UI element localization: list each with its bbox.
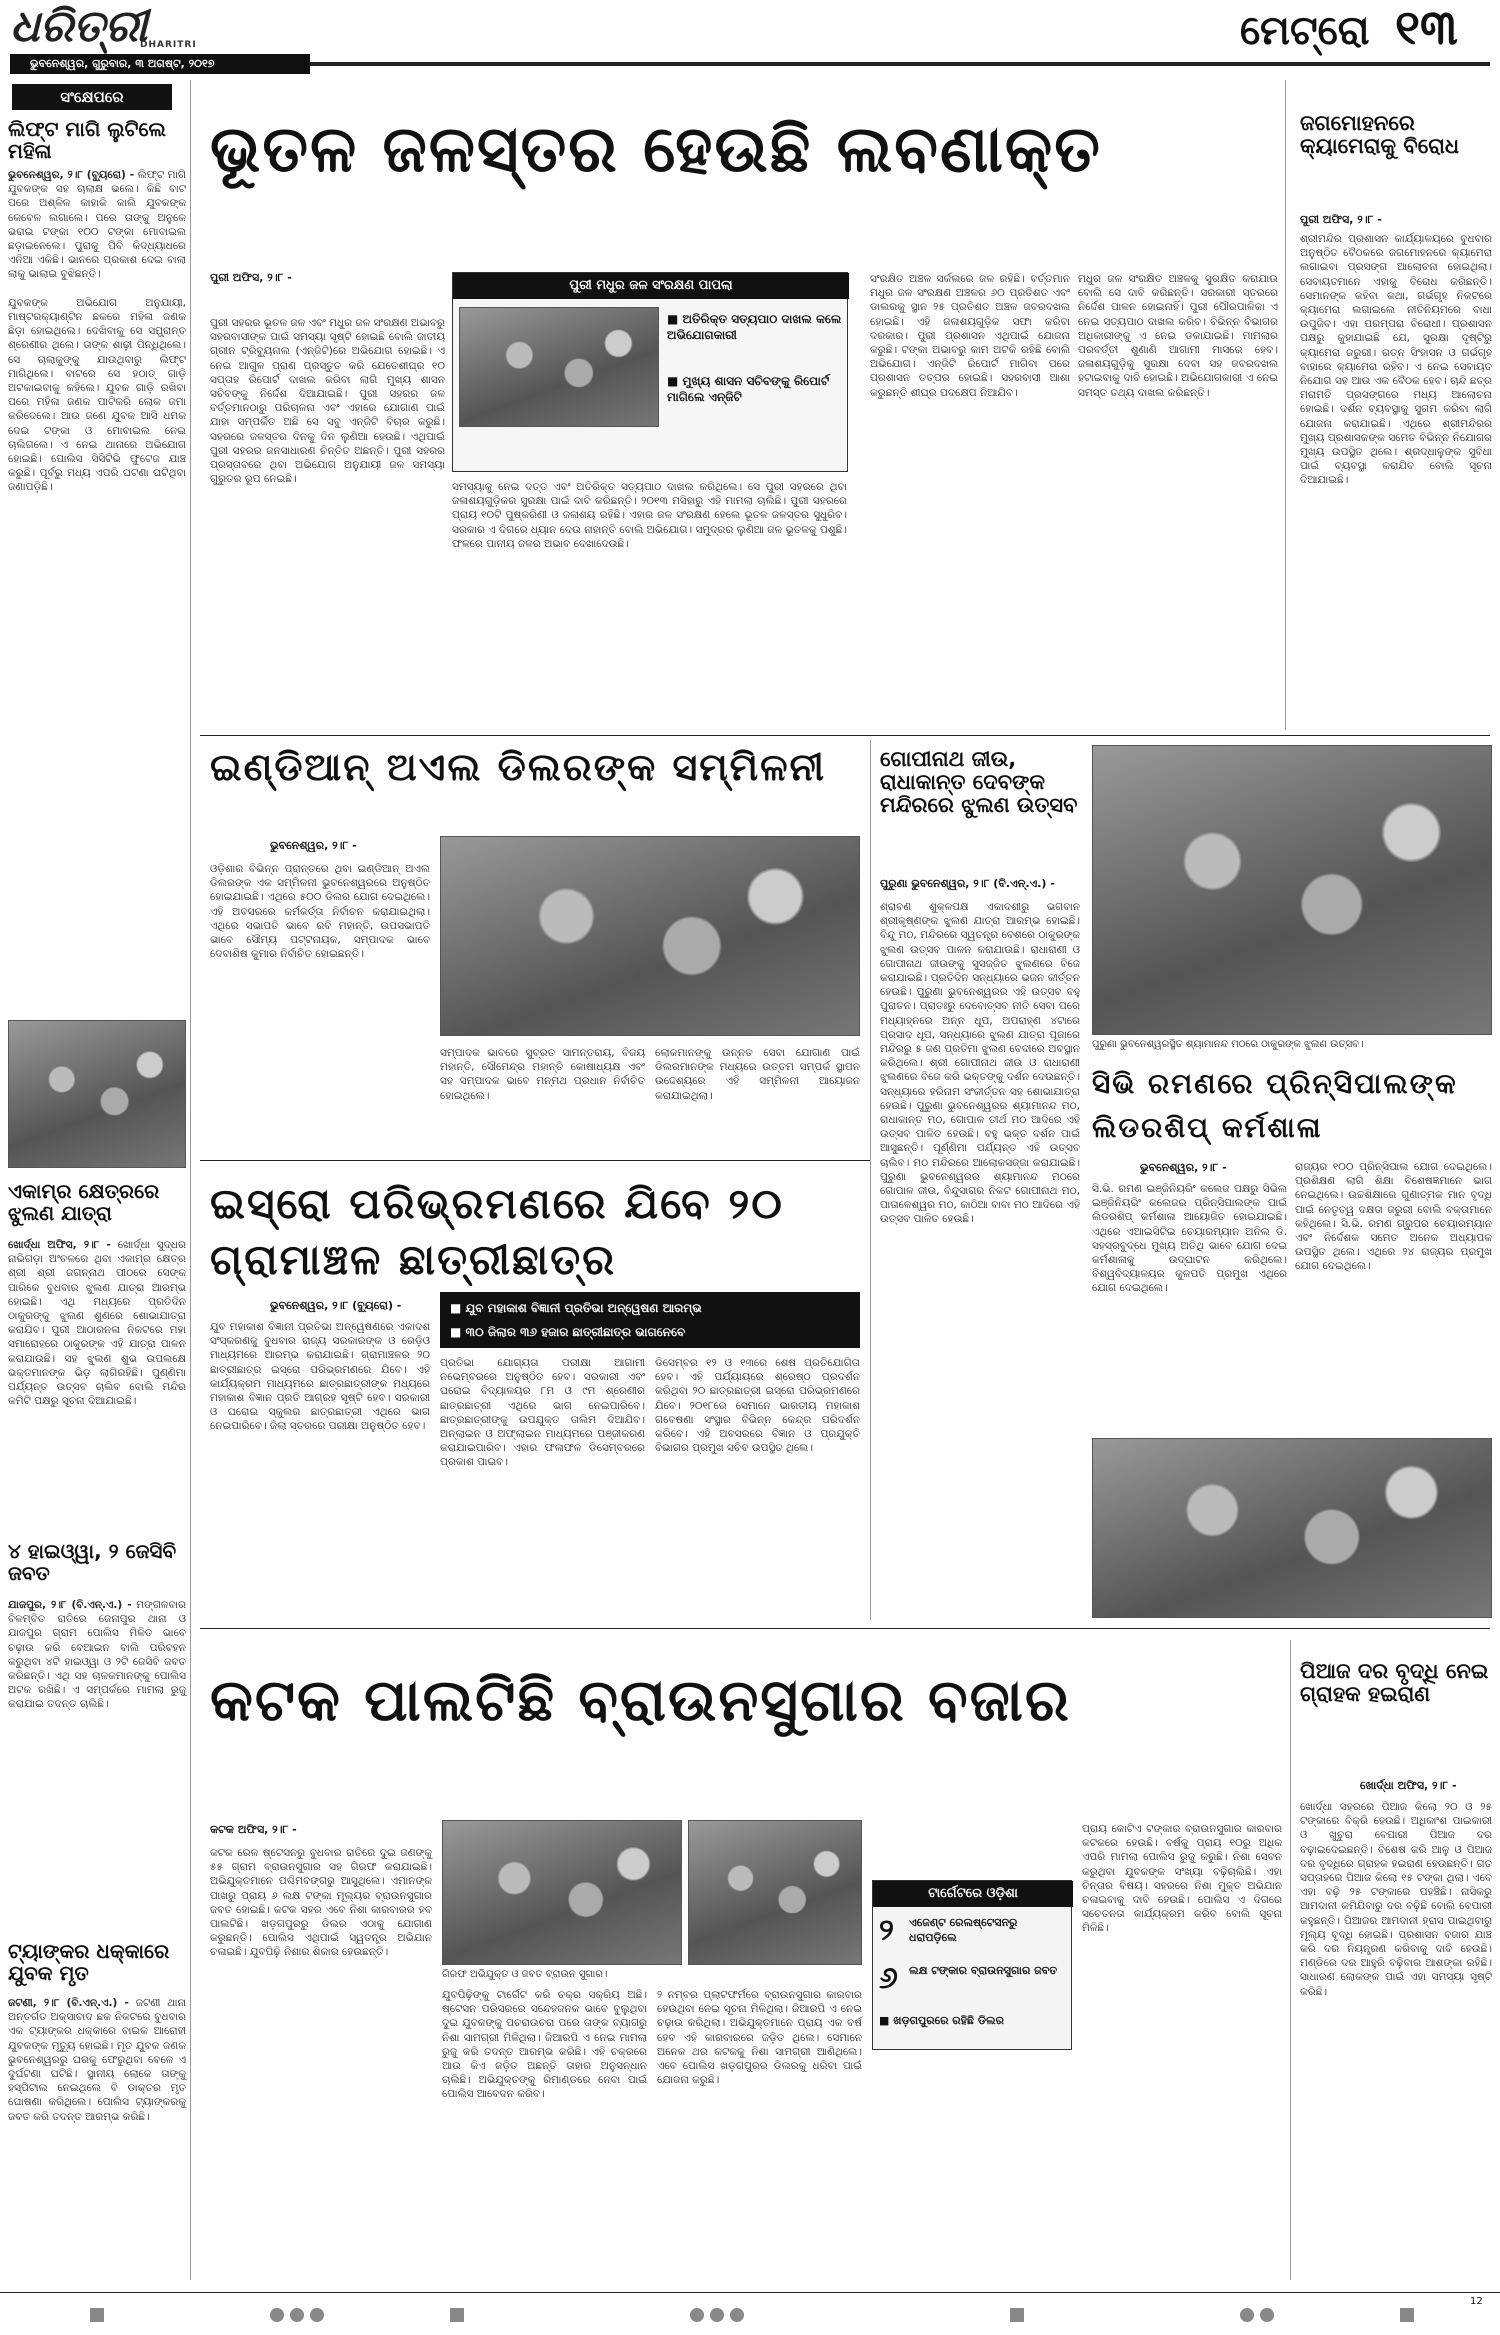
story1-col1: ପୁରୀ ସହରର ଭୂତଳ ଜଳ ଏବଂ ମଧୁର ଜଳ ସଂରକ୍ଷଣ ଅଭାବରୁ ସହରବାସୀଙ୍କ ପାଇଁ ସମସ୍ୟା ସୃଷ୍ଟି ହୋଇଛି ବୋଲି ଜାତୀୟ ଗ୍ରୀନ ଟ୍ରିବ୍ୟୁନାଲ (ଏନ୍‌ଜିଟି)ରେ ଅଭିଯୋଗ ହୋଇଛି। ଏ ନେଇ ଆଗୁଳ ପ୍ରାଣ ପ୍ରସ୍ତୁତ କରି ଯେତେଶୀଘ୍ର ୧୦ ସପ୍ତାହ ରିପୋର୍ଟ ଦାଖଲ କରିବା ଲାଗି ମୁଖ୍ୟ ଶାସନ ସଚିବଙ୍କୁ ନିର୍ଦ୍ଦେଶ ଦିଆଯାଇଛି। ପୁରୀ ସହରର ଜଳ ବର୍ତ୍ତମାନଠାରୁ ପରିଚାଳନା ଏବଂ ଏହାରେ ଯୋଗାଣ ପାଇଁ ଯାହା ସମ୍ପର୍କିତ ଅଛି ସେ ସବୁ ଏନ୍‌ଜିଟି ବିଚାର କରୁଛି। ସହରରେ ଜଳସ୍ତର ଦିନକୁ ଦିନ ଲୁଣିଆ ହେଉଛି। ଏଥିପାଇଁ ପୁରୀ ସହରର ଜନସାଧାରଣ ଚିନ୍ତିତ ଅଛନ୍ତି। ପୁରୀ ସହରର ପ୍ରସ୍ତାବରେ ଥିବା ଅଭିଯୋଗ ଅନୁଯାୟୀ ଜଳ ସମସ୍ୟା ଗୁରୁତର ରୂପ ନେଇଛି। (210, 317, 449, 486)
story6-col1: ଯୁବ ମହାକାଶ ବିଜ୍ଞାନୀ ପ୍ରତିଭା ଅନ୍ୱେଷଣରେ ଏକାଦଶ ସଂସ୍କରଣକୁ ବୁଧବାର ରାଜ୍ୟ ସରକାରଙ୍କ ଓ ରେଡ଼ିଓ ମାଧ୍ୟମରେ ଆରମ୍ଭ କରାଯାଇଛି। ଗ୍ରାମାଞ୍ଚଳର ୨୦ ଛାତ୍ରୀଛାତ୍ର ଇସ୍ରୋ ପରିଭ୍ରମଣରେ ଯିବେ। ଏହି କାର୍ଯ୍ୟକ୍ରମ ମାଧ୍ୟମରେ ଛାତ୍ରଛାତ୍ରୀଙ୍କ ମଧ୍ୟରେ ମହାକାଶ ବିଜ୍ଞାନ ପ୍ରତି ଆଗ୍ରହ ସୃଷ୍ଟି ହେବ। ସରକାରୀ ଓ ଘରୋଇ ସ୍କୁଲର ଛାତ୍ରଛାତ୍ରୀ ଏଥିରେ ଭାଗ ନେଇପାରିବେ। ଜିଲା ସ୍ତରରେ ପରୀକ୍ଷା ଅନୁଷ୍ଠିତ ହେବ। (210, 1321, 434, 1433)
footer-reg-mark-10 (1240, 2308, 1254, 2322)
story5-headline: ସିଭି ରମଣରେ ପ୍ରିନ୍ସିପାଲଙ୍କ ଲିଡରଶିପ୍ କର୍ମଶାଳା (1092, 1067, 1458, 1144)
story4-byline: ପୁରୁଣା ଭୁବନେଶ୍ୱର, ୨।୮ (ବି.ଏନ୍.ଏ.) - (880, 877, 1055, 890)
story7-col4: ପ୍ରାୟ କୋଟିଏ ଟଙ୍କାର ବ୍ରାଉନସୁଗାର କାରବାର କଟକରେ ହେଉଛି। ବର୍ଷକୁ ପ୍ରାୟ ୧୦ରୁ ଅଧିକ ଏପରି ମାମଲା ପୋଲିସ ରୁଜୁ କରୁଛି। ନିଶା ସେବନ କରୁଥିବା ଯୁବକଙ୍କ ସଂଖ୍ୟା ବଢ଼ିଚାଲିଛି। ଏହା ଚିନ୍ତାର ବିଷୟ। ସହରରେ ନିଶା ମୁକ୍ତ ଅଭିଯାନ ଚଳାଇବାକୁ ଦାବି ହେଉଛି। ପୋଲିସ ଏ ଦିଗରେ ସଚେତନତା କାର୍ଯ୍ୟକ୍ରମ କରିବ ବୋଲି ସୂଚନା ମିଳିଛି। (1082, 1823, 1286, 1935)
footer-rule (0, 2292, 1500, 2293)
infographic-bullet1-text: ଅତିରିକ୍ତ ସତ୍ୟପାଠ ଦାଖଲ କଲେ ଅଭିଯୋଗକାରୀ (667, 312, 842, 342)
story7-col2: ଯୁବପିଢ଼ିଙ୍କୁ ଟାର୍ଗେଟ କରି ଚକ୍ର ସକ୍ରିୟ ଅଛି। ଷ୍ଟେସନ ପରିସରରେ ସନ୍ଦେହଜନକ ଭାବେ ବୁଲୁଥିବା ଦୁଇ ଯୁବକଙ୍କୁ ପଚରାଉଚରା ପରେ ତାଙ୍କ ବ୍ୟାଗରୁ ନିଶା ସାମଗ୍ରୀ ମିଳିଥିଲା। ଜିଆରପି ଏ ନେଇ ମାମଲା ରୁଜୁ କରି ତଦନ୍ତ ଆରମ୍ଭ କରିଛି। ଏହି ଚକ୍ରରେ ଆଉ କିଏ ଜଡ଼ିତ ଅଛନ୍ତି ତାହାର ଅନୁସନ୍ଧାନ ଚାଲିଛି। ଅଭିଯୁକ୍ତଙ୍କୁ ରିମାଣ୍ଡରେ ନେବା ପାଇଁ ପୋଲିସ ଆବେଦନ କରିବ। (442, 1989, 651, 2101)
story3-headline: ଇଣ୍ଡିଆନ୍ ଅଏଲ ଡିଲରଙ୍କ ସମ୍ମିଳନୀ (210, 745, 827, 789)
factbox-text1: ଏଜେଣ୍ଟ ରେଲଷ୍ଟେସନରୁ ଧରାପଡ଼ିଲେ (909, 1916, 1018, 1944)
footer-reg-mark-4 (310, 2308, 324, 2322)
left-col-divider (190, 80, 191, 2280)
story6-highlight-box (440, 1292, 860, 1348)
brief1-body (8, 168, 186, 1016)
story1-headline: ଭୂତଳ ଜଳସ୍ତର ହେଉଛି ଲବଣାକ୍ତ (210, 113, 1102, 187)
story4-body: ଶ୍ରାବଣ ଶୁକ୍ଳପକ୍ଷ ଏକାଦଶୀରୁ ଭଗବାନ ଶ୍ରୀକୃଷ୍ଣଙ୍କ ଝୁଲଣ ଯାତ୍ରା ଆରମ୍ଭ ହୋଇଛି। ବିନ୍ଦୁ ମଠ, ମନ୍ଦିରରେ ସ୍ୱତନ୍ତ୍ର ବେଶରେ ଠାକୁରଙ୍କ ଝୁଲଣ ଉତ୍ସବ ପାଳନ କରାଯାଉଛି। ରାଧାରାଣୀ ଓ ଗୋପୀନାଥ ଜୀଉଙ୍କୁ ସୁସଜ୍ଜିତ ଝୁଲଣରେ ବିଜେ କରାଯାଇଛି। ପ୍ରତିଦିନ ସନ୍ଧ୍ୟାରେ ଭଜନ କୀର୍ତ୍ତନ ହେଉଛି। ପୁରୁଣା ଭୁବନେଶ୍ୱରର ଏହି ଉତ୍ସବ ବହୁ ପୁରାତନ। ପ୍ରାତଃରୁ ଦେବୋତ୍ସବ ନୀତି ସେବା ପରେ ମଧ୍ୟାହ୍ନରେ ଅନ୍ନ ଧୂପ, ଅପରାହ୍ଣ ୪ଟାରେ ପ୍ରସାଦ ଧୂପ, ସନ୍ଧ୍ୟାରେ ଝୁଲଣ ଯାତ୍ରା ପୂଜାରେ ମନ୍ଦିରରୁ ୫ ଜଣ ପ୍ରତିମା ଝୁଲଣ ବେଦୀରେ ଅବସ୍ଥାନ କରିଥିଲେ। ଶ୍ରୀ ଗୋପୀନାଥ ଜୀଉ ଓ ରାଧାରାଣୀ ଝୁଲଣରେ ବିଜେ କରି ଭକ୍ତଙ୍କୁ ଦର୍ଶନ ଦେଉଛନ୍ତି। ସନ୍ଧ୍ୟାରେ ହରିନାମ ସଂକୀର୍ତ୍ତନ ସହ ଶୋଭାଯାତ୍ରା ହେଉଛି। ପୁରୁଣା ଭୁବନେଶ୍ୱରର ଶ୍ୟାମାନନ୍ଦ ମଠ, ରାଧାକାନ୍ତ ମଠ, ଗୋପାଳ ତୀର୍ଥ ମଠ ଆଦିରେ ଏହି ଉତ୍ସବ ପାଳିତ ହେଉଛି। ବହୁ ଭକ୍ତ ଦର୍ଶନ ପାଇଁ ଆସୁଛନ୍ତି। ପୂର୍ଣ୍ଣିମା ପର୍ଯ୍ୟନ୍ତ ଏହି ଉତ୍ସବ ଚାଲିବ। ମଠ ମନ୍ଦିରରେ ଆଲୋକସଜ୍ଜା କରାଯାଇଛି। ପୁରୁଣା ଭୁବନେଶ୍ୱରର ଶ୍ୟାମାନନ୍ଦ ମଠରେ ଗୋପାଳ ଜୀଉ, ବିନ୍ଦୁସାଗର ନିକଟ ଗୋପୀନାଥ ମଠ, ପାତାଳେଶ୍ୱର ମଠ, କାଠିଆ ବାବା ମଠ ଆଦିରେ ଏହି ଉତ୍ସବ ପାଳିତ ହେଉଛି। (880, 901, 1084, 1226)
page-number: ୧୩ (1395, 0, 1458, 56)
infographic-bullet2: ■ ମୁଖ୍ୟ ଶାସନ ସଚିବଙ୍କୁ ରିପୋର୍ଟ ମାଗିଲେ ଏନ୍‌ଜିଟି (667, 374, 830, 404)
story6-byline: ଭୁବନେଶ୍ୱର, ୨।୮ (ବ୍ୟୁରୋ) - (270, 1299, 402, 1312)
factbox-text3-value: ଖଡ଼ଗପୁରରେ ରହିଛି ଡିଲର (893, 2014, 1004, 2027)
footer-reg-mark-9 (1010, 2308, 1024, 2322)
story7-headline: କଟକ ପାଲଟିଛି ବ୍ରାଉନସୁଗାର ବଜାର (210, 1666, 1071, 1734)
story1-col2: ସମସ୍ୟାକୁ ନେଇ ଦତ୍ତ ଏବଂ ଅତିରିକ୍ତ ସତ୍ୟପାଠ ଦାଖଲ କରିଥିଲେ। ସେ ପୁରୀ ସହରରେ ଥିବା ଜଳାଶୟଗୁଡ଼ିକର ସୁରକ୍ଷା ପାଇଁ ଦାବି କରିଛନ୍ତି। ୨୦୧୩ ମସିହାରୁ ଏହି ମାମଲା ଚାଲିଛି। ପୁରୀ ସହରରେ ପ୍ରାୟ ୧୦ଟି ପୁଷ୍କରିଣୀ ଓ ଜଳାଶୟ ରହିଛି। ଏହାର ଜଳ ସଂରକ୍ଷଣ ହେଲେ ଭୂତଳ ଜଳସ୍ତର ସୁଧୁରିବ। ସରକାର ଏ ଦିଗରେ ଧ୍ୟାନ ଦେଉ ନାହାନ୍ତି ବୋଲି ଅଭିଯୋଗ। ସମୁଦ୍ରର ଲୁଣିଆ ଜଳ ଭୂତଳକୁ ପଶୁଛି। ଫଳରେ ପାନୀୟ ଜଳର ଅଭାବ ଦେଖାଦେଉଛି। (452, 481, 851, 550)
story3-byline: ଭୁବନେଶ୍ୱର, ୨।୮ - (270, 839, 357, 852)
story6-highlight2: ■ ୩୦ ଜିଲାର ୩୬ ହଜାର ଛାତ୍ରୀଛାତ୍ର ଭାଗନେବେ (450, 1325, 686, 1339)
footer-reg-mark-6 (690, 2308, 704, 2322)
brief4-text: ଜଟଣୀ ଥାନା ଅନ୍ତର୍ଗତ ଅକ୍ସାବାଦ ଛକ ନିକଟରେ ବୁଧବାର ଏକ ଟ୍ୟାଙ୍କର ଧକ୍କାରେ ବାଇକ ଆରୋହୀ ଯୁବକଙ୍କ ମୃତ୍ୟୁ ହୋଇଛି। ମୃତ ଯୁବକ ଜଣକ ଭୁବନେଶ୍ୱରରୁ ଘରକୁ ଫେରୁଥିବା ବେଳେ ଏ ଦୁର୍ଘଟଣା ଘଟିଛି। ସ୍ଥାନୀୟ ଲୋକେ ତାଙ୍କୁ ହସ୍ପିଟାଲ ନେଇଥିଲେ ବି ଡାକ୍ତର ମୃତ ଘୋଷଣା କରିଥିଲେ। ପୋଲିସ ଟ୍ୟାଙ୍କରକୁ ଜବତ କରି ତଦନ୍ତ ଆରମ୍ଭ କରିଛି। (8, 1997, 190, 2123)
story1-infographic (452, 272, 848, 472)
story6-col3: ଡିସେମ୍ବର ୧୨ ଓ ୧୩ରେ ଶେଷ ପ୍ରତିଯୋଗିତା ହେବ। ଏହି ପର୍ଯ୍ୟାୟରେ ଶ୍ରେଷ୍ଠ ପ୍ରଦର୍ଶନ କରିଥିବା ୨୦ ଛାତ୍ରଛାତ୍ରୀ ଇସ୍ରୋ ପରିଭ୍ରମଣରେ ଯିବେ। ୨୦୧୮ରେ ସେମାନେ ଭାରତୀୟ ମହାକାଶ ଗବେଷଣା ସଂସ୍ଥାର ବିଭିନ୍ନ କେନ୍ଦ୍ର ପରିଦର୍ଶନ କରିବେ। ଏହି ଅବସରରେ ବିଜ୍ଞାନ ଓ ପ୍ରଯୁକ୍ତି ବିଭାଗର ପ୍ରମୁଖ ସଚିବ ଉପସ୍ଥିତ ଥିଲେ। (655, 1357, 864, 1455)
story1-col3: ସଂରକ୍ଷିତ ଅଞ୍ଚଳ ସର୍କଲରେ ଜଳ ରହିଛି। ବର୍ତ୍ତମାନ ମଧୁର ଜଳ ସଂରକ୍ଷଣ ଅଞ୍ଚଳର ୬୦ ପ୍ରତିଶତ ଏବଂ ଡାଲରକୁ ସ୍ଥାନ ୨୫ ପ୍ରତିଶତ ଅଞ୍ଚଳ ଜବରଦଖଲ ହୋଇଛି। ଏହି ଜଳାଶୟଗୁଡ଼ିକ ସଫା କରିବା ଦରକାର। ପୁରୀ ପ୍ରଶାସନ ଏଥିପାଇଁ ଯୋଜନା କରୁଛି। ଟଙ୍କା ଅଭାବରୁ କାମ ଅଟକି ରହିଛି ବୋଲି ଅଭିଯୋଗ। ଏନ୍‌ଜିଟି ରିପୋର୍ଟ ମାଗିବା ପରେ ପ୍ରଶାସନ ତତ୍ପର ହୋଇଛି। ସହରବାସୀ ଆଶା କରୁଛନ୍ତି ଶୀଘ୍ର ପଦକ୍ଷେପ ନିଆଯିବ। (870, 273, 1074, 399)
infographic-title: ପୁରୀ ମଧୁର ଜଳ ସଂରକ୍ଷଣ ପାପଲା (453, 273, 849, 299)
story7-right-divider (1290, 1640, 1291, 2280)
story2-headline: ଜଗମୋହନରେ କ୍ୟାମେରାକୁ ବିରୋଧ (1300, 111, 1460, 159)
story7-byline: କଟକ ଅଫିସ, ୨।୮ - (210, 1823, 297, 1836)
factbox-title: ଟାର୍ଗେଟରେ ଓଡ଼ିଶା (873, 1881, 1073, 1907)
factbox-text3: ■ ଖଡ଼ଗପୁରରେ ରହିଛି ଡିଲର (879, 2014, 1004, 2027)
story5-byline: ଭୁବନେଶ୍ୱର, ୨।୮ - (1140, 1161, 1227, 1174)
brief4-body (8, 1996, 190, 2276)
footer-reg-mark-8 (730, 2308, 744, 2322)
footer-reg-mark-7 (710, 2308, 724, 2322)
story6-col2: ପ୍ରତିଭା ଯୋଗ୍ୟତା ପରୀକ୍ଷା ଆଗାମୀ ନଭେମ୍ବରରେ ଅନୁଷ୍ଠିତ ହେବ। ସରକାରୀ ଏବଂ ଘରୋଇ ବିଦ୍ୟାଳୟର ୮ମ ଓ ୯ମ ଶ୍ରେଣୀର ଛାତ୍ରଛାତ୍ରୀ ଏଥିରେ ଭାଗ ନେଇପାରିବେ। ଛାତ୍ରଛାତ୍ରୀଙ୍କୁ ଉପଯୁକ୍ତ ତାଲିମ ଦିଆଯିବ। ଅନ୍‌ଲାଇନ ଓ ଅଫ୍‌ଲାଇନ ମାଧ୍ୟମରେ ପଞ୍ଜୀକରଣ କରାଯାଇପାରିବ। ଏହାର ଫଳାଫଳ ଡିସେମ୍ବରରେ ପ୍ରକାଶ ପାଇବ। (440, 1357, 649, 1469)
story6-headline: ଇସ୍ରୋ ପରିଭ୍ରମଣରେ ଯିବେ ୨୦ ଗ୍ରାମାଞ୍ଚଳ ଛାତ୍ରୀଛାତ୍ର (210, 1179, 784, 1284)
brief2-text: ଖୋର୍ଦ୍ଧା ସୁଦ୍ଧର ନାଭିଗଡ଼ା ଅଂଚଳରେ ଥିବା ଏକାମ୍ର କ୍ଷେତ୍ର ଶ୍ରୀ ଶ୍ରୀ ଜଗନ୍ନାଥ ପୀଠରେ ସେଙ୍କ ପାରିକେ ବୁଧବାର ଝୁଲଣ ଯାତ୍ରା ଆରମ୍ଭ ହୋଇଛି। ଏଥି ମଧ୍ୟରେ ପ୍ରତିଦିନ ଠାକୁରଙ୍କୁ ଝୁଲଣ ଶୁଣରେ ଶୋଭାଯାତ୍ରା କରାଯିବ। ପୁରୀ ଆଠାରନଳା ନିକଟରେ ମହା ସମାରୋହରେ ଠାକୁରଙ୍କ ଏହି ଯାତ୍ରା ପାଳନ କରାଯାଉଛି। ସହ ଝୁଲଣ ଶୁଭ ଉପଲକ୍ଷେ ଭକ୍ତମାନଙ୍କ ଭିଡ଼ ଲାଗିରହିଛି। ପୁଣ୍ଣିମା ପର୍ଯ୍ୟନ୍ତ ଉତ୍ସବ ଚାଲିବ ବୋଲି ମନ୍ଦିର କମିଟି ପକ୍ଷରୁ ସୂଚନା ଦିଆଯାଇଛି। (8, 1239, 190, 1408)
section-name: ମେଟ୍ରୋ (1240, 8, 1370, 54)
rule-mid3 (200, 1628, 1490, 1629)
story5-photo (1092, 1438, 1492, 1618)
footer-reg-mark-3 (290, 2308, 304, 2322)
story3-col3: ଲୋକମାନଙ୍କୁ ଉନ୍ନତ ସେବା ଯୋଗାଣ ପାଇଁ ଡିଲରମାନଙ୍କ ମଧ୍ୟରେ ଉତ୍ତମ ସମ୍ପର୍କ ସ୍ଥାପନ ଉଦ୍ଦେଶ୍ୟରେ ଏହି ସମ୍ମିଳନୀ ଆୟୋଜନ କରାଯାଇଥିଲା। (655, 1047, 864, 1102)
rule-mid1 (200, 735, 1490, 736)
footer-reg-mark-2 (270, 2308, 284, 2322)
footer-reg-mark-5 (450, 2308, 464, 2322)
story1-right-divider (1285, 80, 1286, 730)
brief3-text: ମଙ୍ଗଳବାର ବିଳମ୍ବିତ ରାତିରେ ଜେନାପୁର ଥାନା ଓ ଯାଜପୁର ଗ୍ରାମ ପୋଲିସ ମିଳିତ ଭାବେ ଚଢ଼ାଉ କରି ବେଆଇନ ବାଲି ପରିବହନ କରୁଥିବା ୪ଟି ହାଇଓ୍ୱା ଓ ୨ଟି ଜେସିବି ଜବତ କରିଛନ୍ତି। ଏଥି ସହ ଚାଳକମାନଙ୍କୁ ପୋଲିସ ଅଟକ ରଖିଛି। ଏ ସମ୍ପର୍କରେ ମାମଲା ରୁଜୁ କରାଯାଇ ତଦନ୍ତ ଚାଲିଛି। (8, 1599, 190, 1711)
infographic-bullet2-text: ମୁଖ୍ୟ ଶାସନ ସଚିବଙ୍କୁ ରିପୋର୍ଟ ମାଗିଲେ ଏନ୍‌ଜିଟି (667, 374, 830, 404)
factbox-num1: ୨ (879, 1913, 894, 1948)
story2-body: ଶ୍ରୀମନ୍ଦିର ପ୍ରଶାସନ କାର୍ଯ୍ୟାଳୟରେ ବୁଧବାର ଅନୁଷ୍ଠିତ ବୈଠକରେ ଜଗମୋହନରେ କ୍ୟାମେରା ଲଗାଇବା ପ୍ରସଙ୍ଗ ଆଲୋଚନା ହୋଇଥିଲା। ସେବାୟତମାନେ ଏହାକୁ ବିରୋଧ କରିଛନ୍ତି। ସେମାନଙ୍କ କହିବା କଥା, ଗର୍ଭଗୃହ ନିକଟରେ କ୍ୟାମେରା ଲଗାଇଲେ ନୀତିନିୟମରେ ବାଧା ଉପୁଜିବ। ଏହା ପରମ୍ପରା ବିରୋଧୀ। ପ୍ରଶାସନ ପକ୍ଷରୁ କୁହାଯାଇଛି ଯେ, ସୁରକ୍ଷା ଦୃଷ୍ଟିରୁ କ୍ୟାମେରା ଜରୁରୀ। ରତ୍ନ ସିଂହାସନ ଓ ଗର୍ଭଗୃହ ବାହାରେ କ୍ୟାମେରା ରହିବ। ଏ ନେଇ ସେବାୟତ ନିଯୋଗ ସହ ଆଉ ଏକ ବୈଠକ ହେବ। ଚାନ୍ଦି ଛତ୍ର ମରାମତି ପ୍ରସଙ୍ଗରେ ମଧ୍ୟ ଆଲୋଚନା ହୋଇଛି। ଦର୍ଶନ ବ୍ୟବସ୍ଥାକୁ ସୁଗମ କରିବା ଲାଗି ଯୋଜନା କରାଯାଇଛି। ଏଥିରେ ଶ୍ରୀମନ୍ଦିରର ମୁଖ୍ୟ ପ୍ରଶାସକଙ୍କ ସମେତ ବିଭିନ୍ନ ନିଯୋଗର ମୁଖ୍ୟ ଉପସ୍ଥିତ ଥିଲେ। ଶ୍ରଦ୍ଧାଳୁଙ୍କ ସୁବିଧା ପାଇଁ ବ୍ୟବସ୍ଥା କରାଯିବ ବୋଲି ସୂଚନା ଦିଆଯାଇଛି। (1300, 233, 1496, 487)
brief1-text: ଲିଫ୍ଟ ମାଗି ଯୁବକଙ୍କ ସହ ଚାଲାକ୍ଷ ଭଲେ। କିଛି ବାଟ ପରେ ଅଶ୍ଳିଳ କାହାକି କାଲି ଯୁବକଙ୍କ କେବେଳ ଲଗାଲେ। ପରେ ତାଙ୍କୁ ଅନୁକେ ଭରାଇ ଟଙ୍କା ୧୦୦ ଟଙ୍କା ମୋବାଇଲ ଛଡ଼ାଇନେଲେ। ପୁରାକୁ ପିବି କିଦ୍ଧ୍ୟାଧରେ ଏନିଆ ଏକିଛି। ଭାନରେ ପ୍ରକାଶ ଦେଇ ବାଲା ଲାକୁ ଭାଲାଇ ବୁଝିଛନ୍ତି। ଯୁବକଙ୍କ ଅଭିଯୋଗ ଅନୁଯାୟୀ, ମାଷ୍ଟରକ୍ୟାଣ୍ଟିନ ଛକରେ ମହିଳା ଜଣକ ଛିଡ଼ା ହୋଇଥିଲେ। ଦେଖିବାକୁ ସେ ସମ୍ଭ୍ରାନ୍ତ ଶ୍ରେଣୀର ଥିଲେ। ତାଙ୍କ ଶାଢ଼ୀ ପିନ୍ଧିଥିଲେ। ସେ ଚାଲାକୁଙ୍କୁ ଯାଉଥିବାରୁ ଲିଫ୍ଟ ମାଗିଥିଲେ। ବାଟରେ ସେ ହଠାତ୍ ଗାଡ଼ି ଅଟକାଇବାକୁ କହିଲେ। ଯୁବକ ଗାଡ଼ି ରଖିବା ପରେ ମହିଳା ଜଣକ ପାଟିକରି ଲୋକ ଜମା କରିଦେଲେ। ଆଉ ଜଣେ ଯୁବକ ଆସି ଧମକ ଦେଇ ଟଙ୍କା ଓ ମୋବାଇଲ ନେଇ ଚାଲିଗଲେ। ଏ ନେଇ ଥାନାରେ ଅଭିଯୋଗ ହୋଇଛି। ପୋଲିସ ସିସିଟିଭି ଫୁଟେଜ ଯାଞ୍ଚ କରୁଛି। ପୂର୍ବରୁ ମଧ୍ୟ ଏପରି ଘଟଣା ଘଟିଥିବା ଜଣାପଡ଼ିଛି। (8, 169, 186, 494)
brief3-byline: ଯାଜପୁର, ୨।୮ (ବି.ଏନ୍.ଏ.) - (8, 1599, 132, 1611)
infographic-photo (459, 307, 659, 427)
brief2-byline: ଖୋର୍ଦ୍ଧା ଅଫିସ, ୨।୮ - (8, 1239, 111, 1251)
brief1-title: ଲିଫ୍ଟ ମାଗି ଲୁଟିଲେ ମହିଳା (8, 117, 166, 163)
story6-highlight1: ■ ଯୁବ ମହାକାଶ ବିଜ୍ଞାନୀ ପ୍ରତିଭା ଅନ୍ୱେଷଣ ଆରମ୍ଭ (450, 1301, 702, 1315)
logo-sub: DHARITRI (140, 40, 197, 50)
story7-caption: ଗିରଫ ଅଭିଯୁକ୍ତ ଓ ଜବତ ବ୍ରାଉନ ସୁଗାର। (442, 1969, 608, 1980)
footer-reg-mark-11 (1260, 2308, 1274, 2322)
story7-col3: ୨ ନମ୍ବର ପ୍ଲାଟଫର୍ମରେ ବ୍ରାଉନସୁଗାର କାରବାର ହେଉଥିବା ନେଇ ସୂଚନା ମିଳିଥିଲା। ଜିଆରପି ଏ ନେଇ ଚଢ଼ାଉ କରିଥିଲା। ଅଭିଯୁକ୍ତମାନେ ପ୍ରାୟ ଏକ ବର୍ଷ ହେବ ଏହି କାରବାରରେ ଜଡ଼ିତ ଥିଲେ। ସେମାନେ ଅନେକ ଥର କଟକକୁ ନିଶା ସାମଗ୍ରୀ ଆଣିଥିଲେ। ଏବେ ପୋଲିସ ଖଡ଼ଗପୁରର ଡିଲରକୁ ଧରିବା ପାଇଁ ଯୋଜନା କରୁଛି। (657, 1989, 866, 2087)
brief-label: ସଂକ୍ଷେପରେ (12, 84, 172, 110)
story3-col2: ସମ୍ପାଦକ ଭାବରେ ସୁବ୍ରତ ସାମନ୍ତରାୟ, ବିଜୟ ମହାନ୍ତି, ସୌମେନ୍ଦ୍ର ମହାନ୍ତି କୋଷାଧ୍ୟକ୍ଷ ଏବଂ ସହ ସମ୍ପାଦକ ଭାବେ ମନ୍ମଥ ପ୍ରଧାନ ନିର୍ବାଚିତ ହୋଇଥିଲେ। (440, 1047, 649, 1102)
story4-headline: ଗୋପୀନାଥ ଜୀଉ, ରାଧାକାନ୍ତ ଦେବଙ୍କ ମନ୍ଦିରରେ ଝୁଲଣ ଉତ୍ସବ (880, 747, 1078, 818)
story1-byline: ପୁରୀ ଅଫିସ, ୨।୮ - (210, 271, 292, 284)
logo-text: ଧରିତ୍ରୀ (10, 1, 148, 52)
rule-mid2 (200, 1160, 870, 1161)
dateline: ଭୁବନେଶ୍ୱର, ଗୁରୁବାର, ୩ ଅଗଷ୍ଟ, ୨୦୧୭ (30, 57, 215, 70)
factbox-num2: ୬ (879, 1961, 898, 1996)
brief2-body (8, 1238, 190, 1530)
brief-photo-temple (8, 1020, 186, 1168)
story2-byline: ପୁରୀ ଅଫିସ, ୨।୮ - (1300, 213, 1382, 226)
story4-photo (1092, 745, 1492, 1035)
story3-photo (440, 836, 860, 1036)
story8-body: ଖୋର୍ଦ୍ଧା ସହରରେ ପିଆଜ କିଲୋ ୨୦ ଓ ୨୫ ଟଙ୍କାରେ ବିକ୍ରି ହେଉଛି। ଅଧିକାଂଶ ପାଇକାରୀ ଓ ଖୁଚୁରା ବେପାରୀ ପିଆଜ ଦର ବଢ଼ାଇଦେଇଛନ୍ତି। ବିଶେଷ କରି ଆଳୁ ଓ ପିଆଜ ଦର ବୃଦ୍ଧିରେ ଗ୍ରାହକ ହଇରାଣ ହେଉଛନ୍ତି। ଗତ ସପ୍ତାହରେ ପିଆଜ କିଲୋ ୧୫ ଟଙ୍କା ଥିଲା। ଏବେ ଏହା ବଢ଼ି ୨୫ ଟଙ୍କାରେ ପହଞ୍ଚିଛି। ନାସିକରୁ ଆମଦାନୀ କମିଯିବାରୁ ଦର ବଢ଼ିଛି ବୋଲି ବେପାରୀ କହୁଛନ୍ତି। ପିଆଜର ଆମଦାନୀ ହ୍ରାସ ପାଇଥିବାରୁ ମୂଲ୍ୟ ବୃଦ୍ଧି ହୋଇଛି। ପ୍ରଶାସନ ବଜାର ଯାଞ୍ଚ କରି ଦର ନିୟନ୍ତ୍ରଣ କରିବାକୁ ଦାବି ହେଉଛି। ମଣ୍ଡିରେ ଦର ଆହୁରି ବଢ଼ିବାର ଆଶଙ୍କା ରହିଛି। ସାଧାରଣ ଲୋକଙ୍କ ପାଇଁ ଏହା ସମସ୍ୟା ସୃଷ୍ଟି କରିଛି। (1300, 1801, 1496, 1998)
footer-page-number: 12 (1470, 2296, 1483, 2307)
story1-col4: ମଧୁର ଜଳ ସଂରକ୍ଷିତ ଅଞ୍ଚଳକୁ ସୁରକ୍ଷିତ କରାଯାଉ ବୋଲି ସେ ଦାବି କରିଛନ୍ତି। ସରକାରୀ ସ୍ତରରେ ନିର୍ଦ୍ଦେଶ ପାଳନ ହୋଇନାହିଁ। ପୁରୀ ପୌରପାଳିକା ଏ ନେଇ ସତ୍ୟପାଠ ଦାଖଲ କରିବ। ବିଭିନ୍ନ ବିଭାଗର ଅଧିକାରୀଙ୍କୁ ଏ ନେଇ ଡକାଯାଇଛି। ମାମଲାର ପରବର୍ତ୍ତୀ ଶୁଣାଣି ଆଗାମୀ ମାସରେ ହେବ। ଜଳାଶୟଗୁଡ଼ିକୁ ସୁରକ୍ଷା ଦେବା ସହ ଜବରଦଖଲ ହଟାଇବାକୁ ଦାବି ହୋଇଛି। ଅଭିଯୋଗକାରୀ ଏ ନେଇ ସମସ୍ତ ତଥ୍ୟ ଦାଖଲ କରିଛନ୍ତି। (1078, 273, 1282, 399)
infographic-bullet1: ■ ଅତିରିକ୍ତ ସତ୍ୟପାଠ ଦାଖଲ କଲେ ଅଭିଯୋଗକାରୀ (667, 312, 842, 342)
footer-marks (0, 2300, 1500, 2330)
story7-factbox (872, 1880, 1072, 2050)
story7-photo-seized (688, 1820, 862, 1965)
story3-right-divider (870, 740, 871, 1620)
masthead-rule (310, 62, 1490, 66)
story7-col1: କଟକ ରେଳ ଷ୍ଟେସନରୁ ବୁଧବାର ରାତିରେ ଦୁଇ ଜଣଙ୍କୁ ୫୫ ଗ୍ରାମ ବ୍ରାଉନସୁଗାର ସହ ଗିରଫ କରାଯାଇଛି। ଅଭିଯୁକ୍ତମାନେ ପଶ୍ଚିମବଙ୍ଗରୁ ଆସୁଥିଲେ। ଏମାନଙ୍କ ପାଖରୁ ପ୍ରାୟ ୬ ଲକ୍ଷ ଟଙ୍କା ମୂଲ୍ୟର ବ୍ରାଉନସୁଗାର ଜବତ ହୋଇଛି। କଟକ ସହର ଏବେ ନିଶା କାରବାରର ହବ ପାଲଟିଛି। ଖଡ଼ଗପୁରରୁ ଡିଲର ଏଠାକୁ ଯୋଗାଣ କରୁଛନ୍ତି। ପୋଲିସ ଏଥିପାଇଁ ସ୍ୱତନ୍ତ୍ର ଅଭିଯାନ ଚଳାଇଛି। ଯୁବପିଢ଼ି ନିଶାର ଶିକାର ହେଉଛନ୍ତି। (210, 1847, 436, 1959)
footer-reg-mark-1 (90, 2308, 104, 2322)
story5-col1: ସି.ଭି. ରମଣ ଇଞ୍ଜିନିୟରିଂ କଲେଜ ପକ୍ଷରୁ ସିଭିଲ ଇଞ୍ଜିନିୟରିଂ କଲେଜର ପ୍ରିନ୍ସିପାଲଙ୍କ ପାଇଁ ଲିଡରଶିପ୍ କର୍ମଶାଳା ଆୟୋଜିତ ହୋଇଯାଇଛି। ଏଥିରେ ଏଆଇସିଟିଇ ଚେୟାରମ୍ୟାନ ଅନିଲ ଡି. ସହସ୍ରବୁଦ୍ଧେ ମୁଖ୍ୟ ଅତିଥି ଭାବେ ଯୋଗ ଦେଇ କର୍ମଶାଳାକୁ ଉଦ୍‌ଘାଟନ କରିଥିଲେ। ବିଶ୍ୱବିଦ୍ୟାଳୟର କୁଳପତି ପ୍ରମୁଖ ଏଥିରେ ଯୋଗ ଦେଇଥିଲେ। (1092, 1183, 1291, 1295)
story6-highlight1-text: ଯୁବ ମହାକାଶ ବିଜ୍ଞାନୀ ପ୍ରତିଭା ଅନ୍ୱେଷଣ ଆରମ୍ଭ (465, 1301, 702, 1315)
brief3-title: ୪ ହାଇଓ୍ୱା, ୨ ଜେସିବି ଜବତ (8, 1539, 177, 1585)
story6-highlight2-text: ୩୦ ଜିଲାର ୩୬ ହଜାର ଛାତ୍ରୀଛାତ୍ର ଭାଗନେବେ (465, 1325, 686, 1339)
footer-reg-mark-12 (1400, 2308, 1414, 2322)
story8-byline: ଖୋର୍ଦ୍ଧା ଅଫିସ, ୨।୮ - (1360, 1779, 1457, 1792)
brief2-title: ଏକାମ୍ର କ୍ଷେତ୍ରରେ ଝୁଲଣ ଯାତ୍ରା (8, 1179, 160, 1225)
brief4-title: ଟ୍ୟାଙ୍କର ଧକ୍କାରେ ଯୁବକ ମୃତ (8, 1939, 170, 1985)
factbox-text2: ଲକ୍ଷ ଟଙ୍କାର ବ୍ରାଉନସୁଗାର ଜବତ (909, 1964, 1058, 1977)
brief3-body (8, 1598, 190, 1928)
brief1-byline: ଭୁବନେଶ୍ୱର, ୨।୮ (ବ୍ୟୁରୋ) - (8, 169, 135, 181)
story4-caption: ପୁରୁଣା ଭୁବନେଶ୍ୱରସ୍ଥିତ ଶ୍ୟାମାନନ୍ଦ ମଠରେ ଠାକୁରଙ୍କ ଝୁଲଣ ଉତ୍ସବ। (1092, 1039, 1364, 1050)
story3-col1: ଓଡ଼ିଶାର ବିଭିନ୍ନ ପ୍ରାନ୍ତରେ ଥିବା ଇଣ୍ଡିଆନ୍ ଅଏଲ ଡିଲରଙ୍କ ଏକ ସମ୍ମିଳନୀ ଭୁବନେଶ୍ୱରରେ ଅନୁଷ୍ଠିତ ହୋଇଯାଇଛି। ଏଥିରେ ୫୦୦ ଡିଲର ଯୋଗ ଦେଇଥିଲେ। ଏହି ଅବସରରେ କର୍ମକର୍ତ୍ତା ନିର୍ବାଚନ କରାଯାଇଥିଲା। ଏଥିରେ ସଭାପତି ଭାବେ ରବି ମହାନ୍ତି, ଉପସଭାପତି ଭାବେ ସୌମ୍ୟ ପଟ୍ଟନାୟକ, ସମ୍ପାଦକ ଭାବେ ଦେବାଶିଷ କୁମାର ନିର୍ବାଚିତ ହୋଇଛନ୍ତି। (210, 863, 434, 961)
brief4-byline: ଜଟଣୀ, ୨।୮ (ବି.ଏନ୍.ଏ.) - (8, 1997, 129, 2009)
story7-photo-accused (442, 1820, 682, 1965)
story5-col2: ରାଜ୍ୟର ୧୦୦ ପ୍ରିନ୍ସିପାଲ ଯୋଗ ଦେଇଥିଲେ। ପ୍ରଶିକ୍ଷଣ ଲାଗି ଶିକ୍ଷା ବିଶେଷଜ୍ଞମାନେ ଭାଗ ନେଇଥିଲେ। ଉଚ୍ଚଶିକ୍ଷାରେ ଗୁଣାତ୍ମକ ମାନ ବୃଦ୍ଧି ପାଇଁ ନେତୃତ୍ୱ ଦକ୍ଷତା ଜରୁରୀ ବୋଲି ବକ୍ତାମାନେ କହିଥିଲେ। ସି.ଭି. ରମଣ ଗ୍ରୁପର ଚେୟାରମ୍ୟାନ ଏବଂ ନିର୍ଦ୍ଦେଶକ ସମେତ ଅନେକ ଅଧ୍ୟାପକ ଉପସ୍ଥିତ ଥିଲେ। ଏଥିରେ ୨୪ ରାଜ୍ୟର ପ୍ରମୁଖ ଯୋଗ ଦେଇଥିଲେ। (1295, 1161, 1496, 1273)
story8-headline: ପିଆଜ ଦର ବୃଦ୍ଧି ନେଇ ଗ୍ରାହକ ହଇରାଣ (1300, 1659, 1489, 1707)
